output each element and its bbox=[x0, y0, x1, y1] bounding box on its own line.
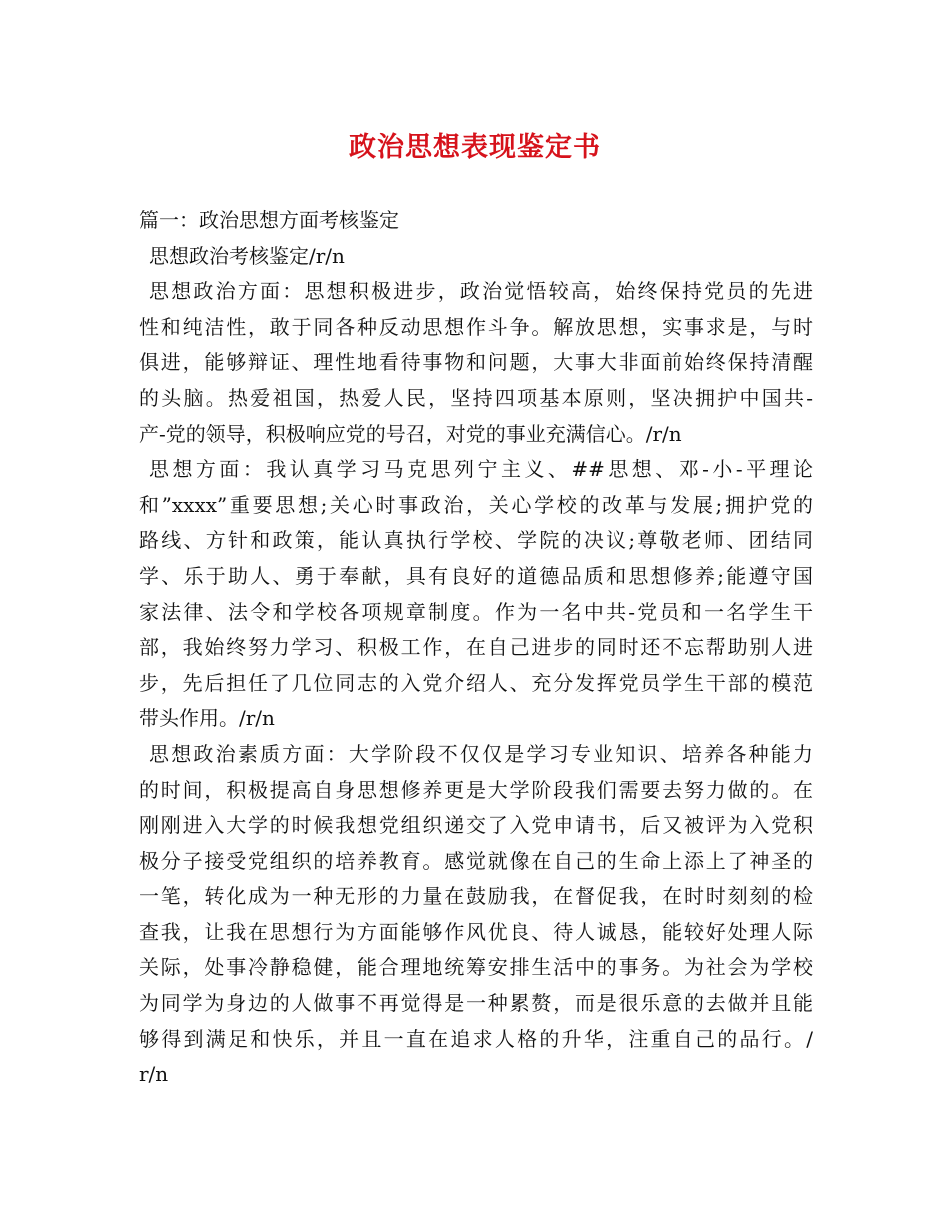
body-line: 极分子接受党组织的培养教育。感觉就像在自己的生命上添上了神圣的 bbox=[139, 848, 813, 873]
body-line: 性和纯洁性，敢于同各种反动思想作斗争。解放思想，实事求是，与时 bbox=[139, 314, 813, 339]
body-line: 的时间，积极提高自身思想修养更是大学阶段我们需要去努力做的。在 bbox=[139, 777, 813, 802]
body-line: 思想方面：我认真学习马克思列宁主义、##思想、邓-小-平理论 bbox=[149, 457, 813, 482]
document-title: 政治思想表现鉴定书 bbox=[349, 132, 601, 163]
body-line: 一笔，转化成为一种无形的力量在鼓励我，在督促我，在时时刻刻的检 bbox=[139, 884, 813, 909]
body-line: 关际，处事冷静稳健，能合理地统筹安排生活中的事务。为社会为学校 bbox=[139, 955, 813, 980]
body-line: 俱进，能够辩证、理性地看待事物和问题，大事大非面前始终保持清醒 bbox=[139, 350, 813, 375]
body-line: 思想政治考核鉴定/r/n bbox=[149, 243, 345, 268]
body-line: 篇一：政治思想方面考核鉴定 bbox=[139, 208, 399, 232]
body-line: 和”xxxx”重要思想;关心时事政治，关心学校的改革与发展;拥护党的 bbox=[139, 492, 813, 517]
body-line: 学、乐于助人、勇于奉献，具有良好的道德品质和思想修养;能遵守国 bbox=[139, 563, 813, 588]
body-line: 路线、方针和政策，能认真执行学校、学院的决议;尊敬老师、团结同 bbox=[139, 528, 813, 553]
body-line: 刚刚进入大学的时候我想党组织递交了入党申请书，后又被评为入党积 bbox=[139, 813, 813, 838]
body-line: 查我，让我在思想行为方面能够作风优良、待人诚恳，能较好处理人际 bbox=[139, 919, 813, 944]
body-line: 思想政治素质方面：大学阶段不仅仅是学习专业知识、培养各种能力 bbox=[149, 741, 813, 766]
body-line: 产-党的领导，积极响应党的号召，对党的事业充满信心。/r/n bbox=[139, 421, 682, 446]
body-line: 够得到满足和快乐，并且一直在追求人格的升华，注重自己的品行。/ bbox=[139, 1026, 813, 1051]
body-line: 的头脑。热爱祖国，热爱人民，坚持四项基本原则，坚决拥护中国共- bbox=[139, 385, 813, 410]
body-line: 家法律、法令和学校各项规章制度。作为一名中共-党员和一名学生干 bbox=[139, 599, 813, 624]
body-line: r/n bbox=[139, 1062, 169, 1087]
body-line: 思想政治方面：思想积极进步，政治觉悟较高，始终保持党员的先进 bbox=[149, 279, 813, 304]
body-line: 带头作用。/r/n bbox=[139, 706, 275, 731]
body-line: 为同学为身边的人做事不再觉得是一种累赘，而是很乐意的去做并且能 bbox=[139, 991, 813, 1016]
body-line: 步，先后担任了几位同志的入党介绍人、充分发挥党员学生干部的模范 bbox=[139, 670, 813, 695]
body-line: 部，我始终努力学习、积极工作，在自己进步的同时还不忘帮助别人进 bbox=[139, 635, 813, 660]
document-body bbox=[139, 203, 813, 1093]
